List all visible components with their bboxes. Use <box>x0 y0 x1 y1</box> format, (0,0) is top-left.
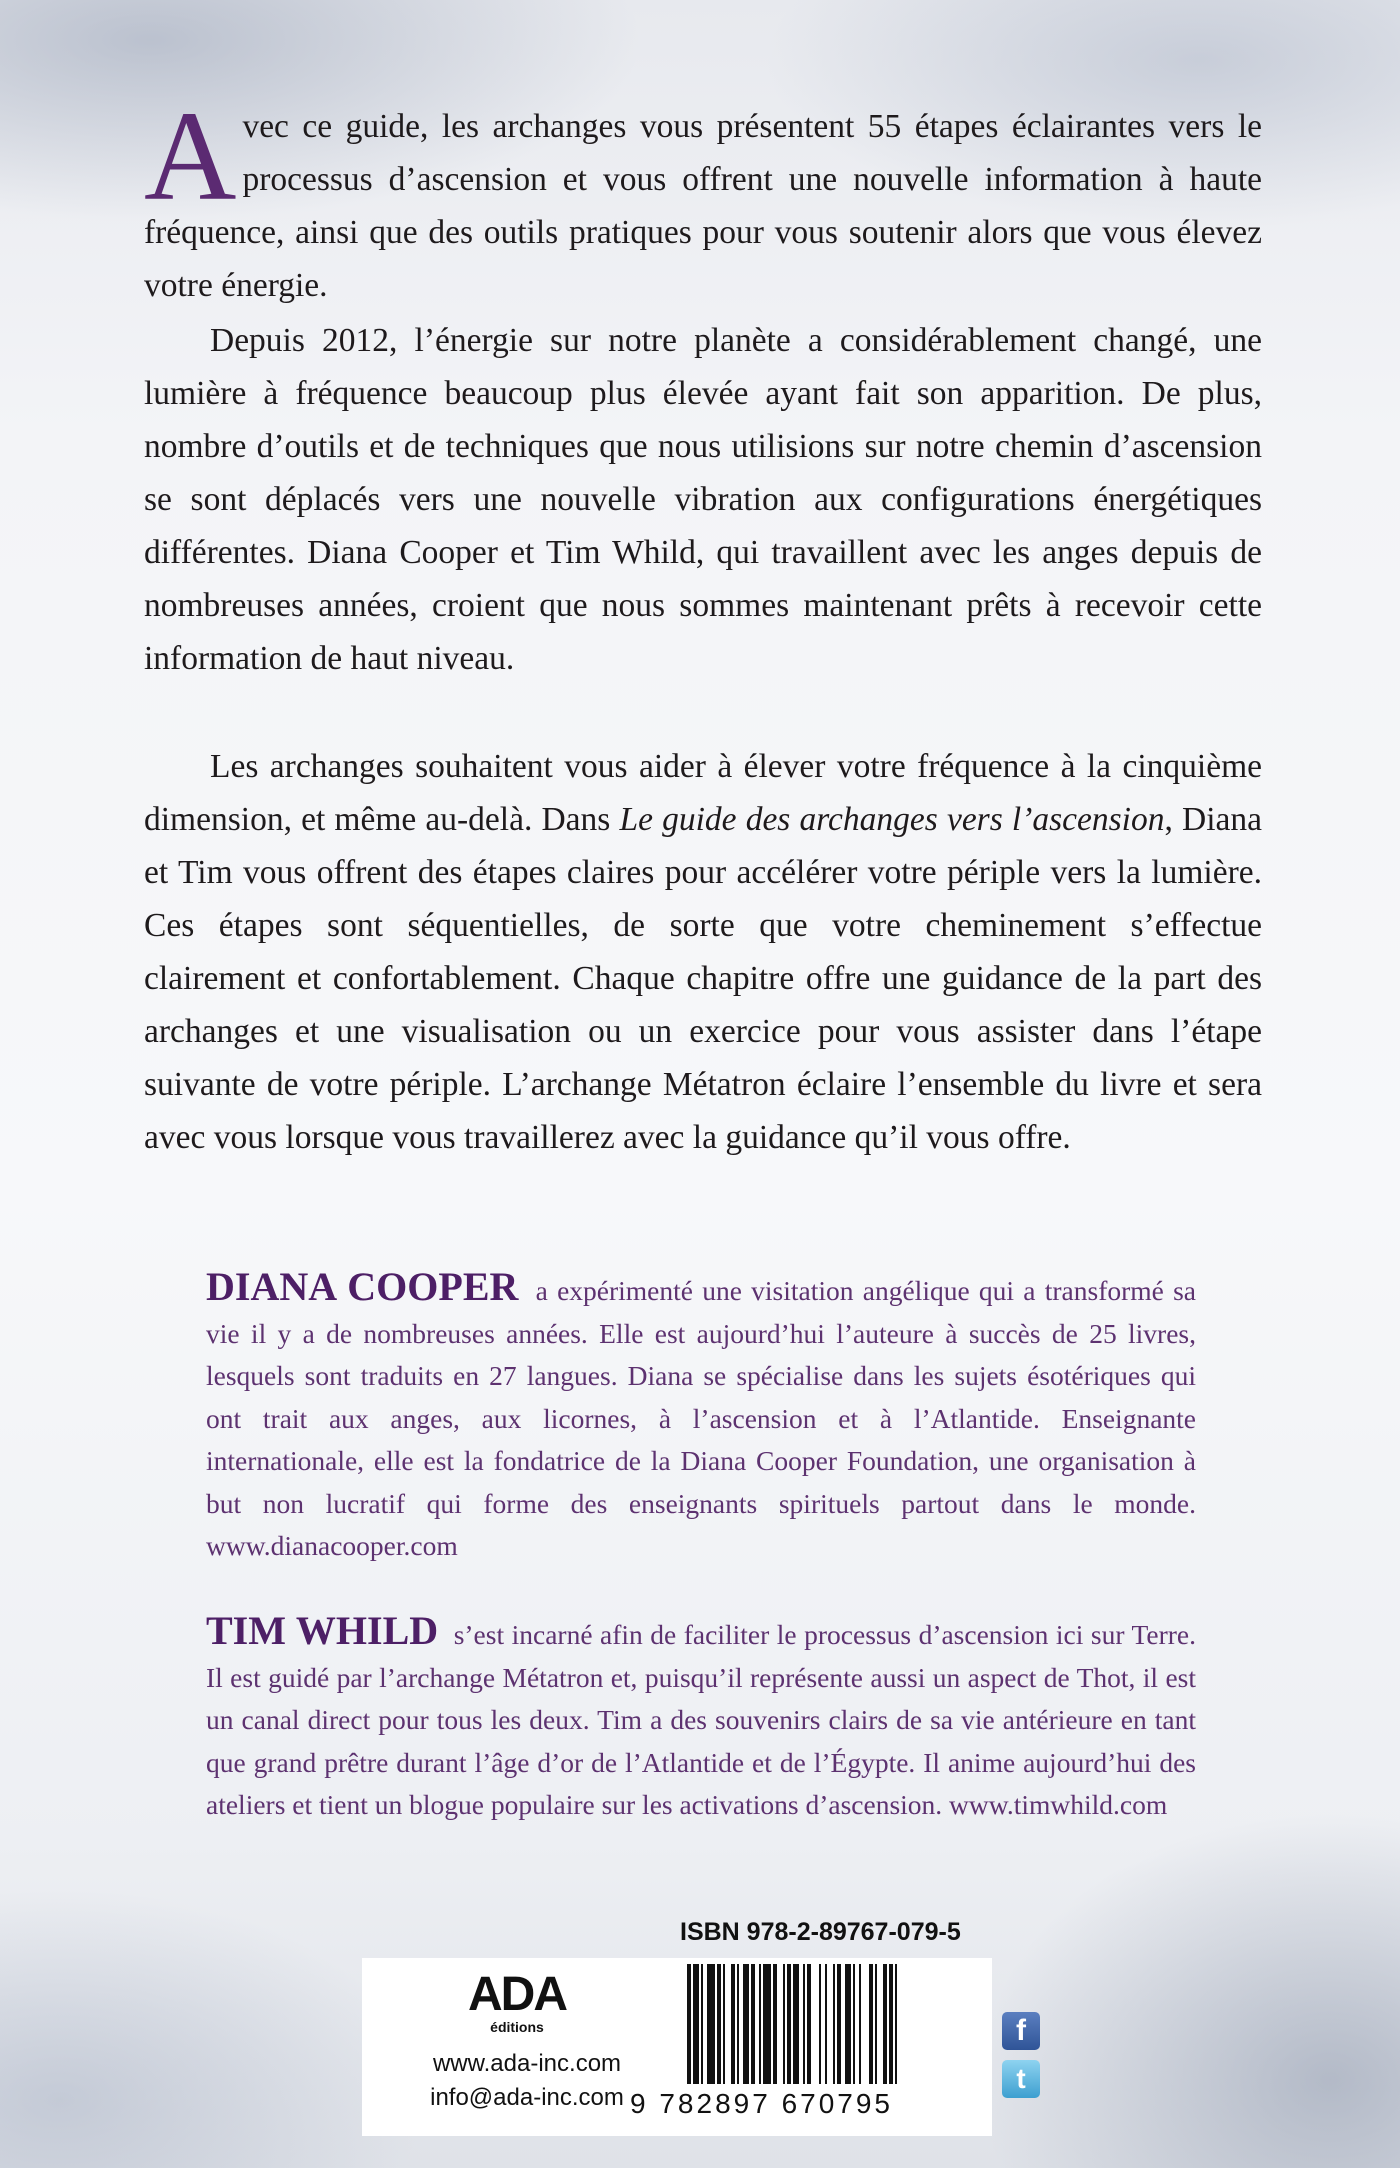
facebook-icon[interactable]: f <box>1002 2012 1040 2050</box>
author-bio-tim <box>206 1610 1196 1827</box>
barcode-digits: 9 782897 670795 <box>630 2088 893 2119</box>
intro-paragraph <box>144 85 1262 312</box>
author-name-tim: TIM WHILD <box>206 1608 439 1653</box>
intro-text: vec ce guide, les archanges vous présentent 55 étapes éclairantes vers le processus d’ascension et vous offrent une nouvelle information à haute fréquence, ainsi que des outils pratiques pour vous soutenir alors que vous élevez votre énergie. <box>144 108 1262 304</box>
publisher-email[interactable]: info@ada-inc.com <box>430 2084 624 2111</box>
publisher-logo-mark: ADA <box>468 1968 566 2021</box>
author-bio-diana-text: a expérimenté une visitation angélique qui a transformé sa vie il y a de nombreuses années. Elle est aujourd’hui l’auteure à succès de 25 livres, lesquels sont traduits en 27 langues. Diana se spécialise dans les sujets ésotériques qui ont trait aux anges, aux licornes, à l’ascension et à l’Atlantide. Enseignante internationale, elle est la fondatrice de la Diana Cooper Foundation, une organisation à but non lucratif qui forme des enseignants spirituels partout dans le monde. www.dianacooper.com <box>206 1275 1196 1561</box>
description-text-start: Les archanges souhaitent vous aider à élever votre fréquence à la cinquième dimension, et même au-delà. Dans <box>144 748 1262 838</box>
isbn-label: ISBN 978-2-89767-079-5 <box>680 1918 961 1946</box>
drop-cap: A <box>144 85 237 227</box>
description-paragraph <box>144 740 1262 1164</box>
barcode <box>687 1964 987 2092</box>
publisher-logo <box>442 1970 592 2040</box>
book-title: Le guide des archanges vers l’ascension <box>619 801 1165 838</box>
publisher-logo-subtitle: éditions <box>490 2019 544 2035</box>
context-paragraph: Depuis 2012, l’énergie sur notre planète a considérablement changé, une lumière à fréquence beaucoup plus élevée ayant fait son apparition. De plus, nombre d’outils et de techniques que nous utilisions sur notre chemin d’ascension se sont déplacés vers une nouvelle vibration aux configurations énergétiques différentes. Diana Cooper et Tim Whild, qui travaillent avec les anges depuis de nombreuses années, croient que nous sommes maintenant prêts à recevoir cette information de haut niveau. <box>144 322 1262 677</box>
publisher-website[interactable]: www.ada-inc.com <box>432 2050 622 2077</box>
author-name-diana: DIANA COOPER <box>206 1264 519 1309</box>
publisher-box <box>362 1958 992 2136</box>
author-bio-diana <box>206 1266 1196 1568</box>
twitter-icon[interactable]: t <box>1002 2060 1040 2098</box>
description-text-end: , Diana et Tim vous offrent des étapes claires pour accélérer votre périple vers la lumière. Ces étapes sont séquentielles, de sorte que votre cheminement s’effectue clairement et confortablement. Chaque chapitre offre une guidance de la part des archanges et une visualisation ou un exercice pour vous assister dans l’étape suivante de votre périple. L’archange Métatron éclaire l’ensemble du livre et sera avec vous lorsque vous travaillerez avec la guidance qu’il vous offre. <box>144 801 1262 1156</box>
author-bio-tim-text: s’est incarné afin de faciliter le processus d’ascension ici sur Terre. Il est guidé par l’archange Métatron et, puisqu’il représente aussi un aspect de Thot, il est un canal direct pour tous les deux. Tim a des souvenirs clairs de sa vie antérieure en tant que grand prêtre durant l’âge d’or de l’Atlantide et de l’Égypte. Il anime aujourd’hui des ateliers et tient un blogue populaire sur les activations d’ascension. www.timwhild.com <box>206 1619 1197 1820</box>
